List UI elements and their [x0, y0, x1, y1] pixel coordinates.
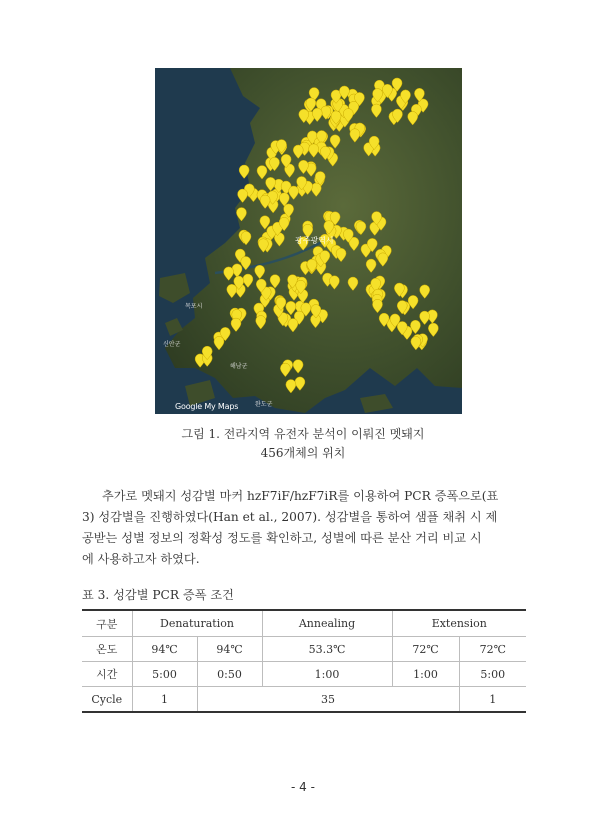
table-row [82, 662, 526, 687]
table-cell: 72℃ [392, 637, 459, 662]
figure-caption-line1: 그림 1. 전라지역 유전자 분석이 이뤄진 멧돼지 [181, 427, 425, 441]
paragraph-line: 공받는 성별 정보의 정확성 정도를 확인하고, 성별에 따른 분산 거리 비교 시 [82, 531, 482, 545]
table-cell: 94℃ [132, 637, 197, 662]
header-cell: 구분 [82, 610, 132, 637]
table-cell: 1 [459, 687, 526, 713]
map-image [155, 68, 462, 414]
body-paragraph [82, 486, 526, 570]
table-cell: 0:50 [197, 662, 262, 687]
map-label-place3: 해남군 [230, 363, 248, 370]
table-cell: 1:00 [262, 662, 392, 687]
paragraph-line: 추가로 멧돼지 성감별 마커 hzF7iF/hzF7iR를 이용하여 PCR 증폭으로(표 [102, 489, 499, 503]
map-label-city: 광주광역시 [295, 236, 334, 245]
table-cell: 94℃ [197, 637, 262, 662]
table-title: 표 3. 성감별 PCR 증폭 조건 [82, 588, 234, 602]
row-label: Cycle [82, 687, 132, 713]
table-row [82, 637, 526, 662]
table-cell: 72℃ [459, 637, 526, 662]
page-number: - 4 - [291, 780, 315, 794]
table-cell: 1 [132, 687, 197, 713]
table-cell: 35 [197, 687, 459, 713]
map-figure [155, 68, 462, 414]
map-label-place1: 목포시 [185, 303, 203, 310]
row-label: 시간 [82, 662, 132, 687]
header-cell: Denaturation [132, 610, 262, 637]
map-label-place2: 신안군 [163, 341, 181, 348]
google-my-maps-logo: Google My Maps [175, 402, 239, 411]
table-header-row [82, 610, 526, 637]
row-label: 온도 [82, 637, 132, 662]
header-cell: Extension [392, 610, 526, 637]
table-row [82, 687, 526, 713]
paragraph-line: 3) 성감별을 진행하였다(Han et al., 2007). 성감별을 통하여 샘플 채취 시 제 [82, 510, 498, 524]
table-cell: 5:00 [459, 662, 526, 687]
paragraph-line: 에 사용하고자 하였다. [82, 552, 200, 566]
table-cell: 53.3℃ [262, 637, 392, 662]
table-cell: 5:00 [132, 662, 197, 687]
header-cell: Annealing [262, 610, 392, 637]
figure-caption-line2: 456개체의 위치 [260, 446, 346, 460]
table-cell: 1:00 [392, 662, 459, 687]
pcr-conditions-table [82, 609, 526, 713]
map-label-place4: 완도군 [255, 401, 273, 408]
